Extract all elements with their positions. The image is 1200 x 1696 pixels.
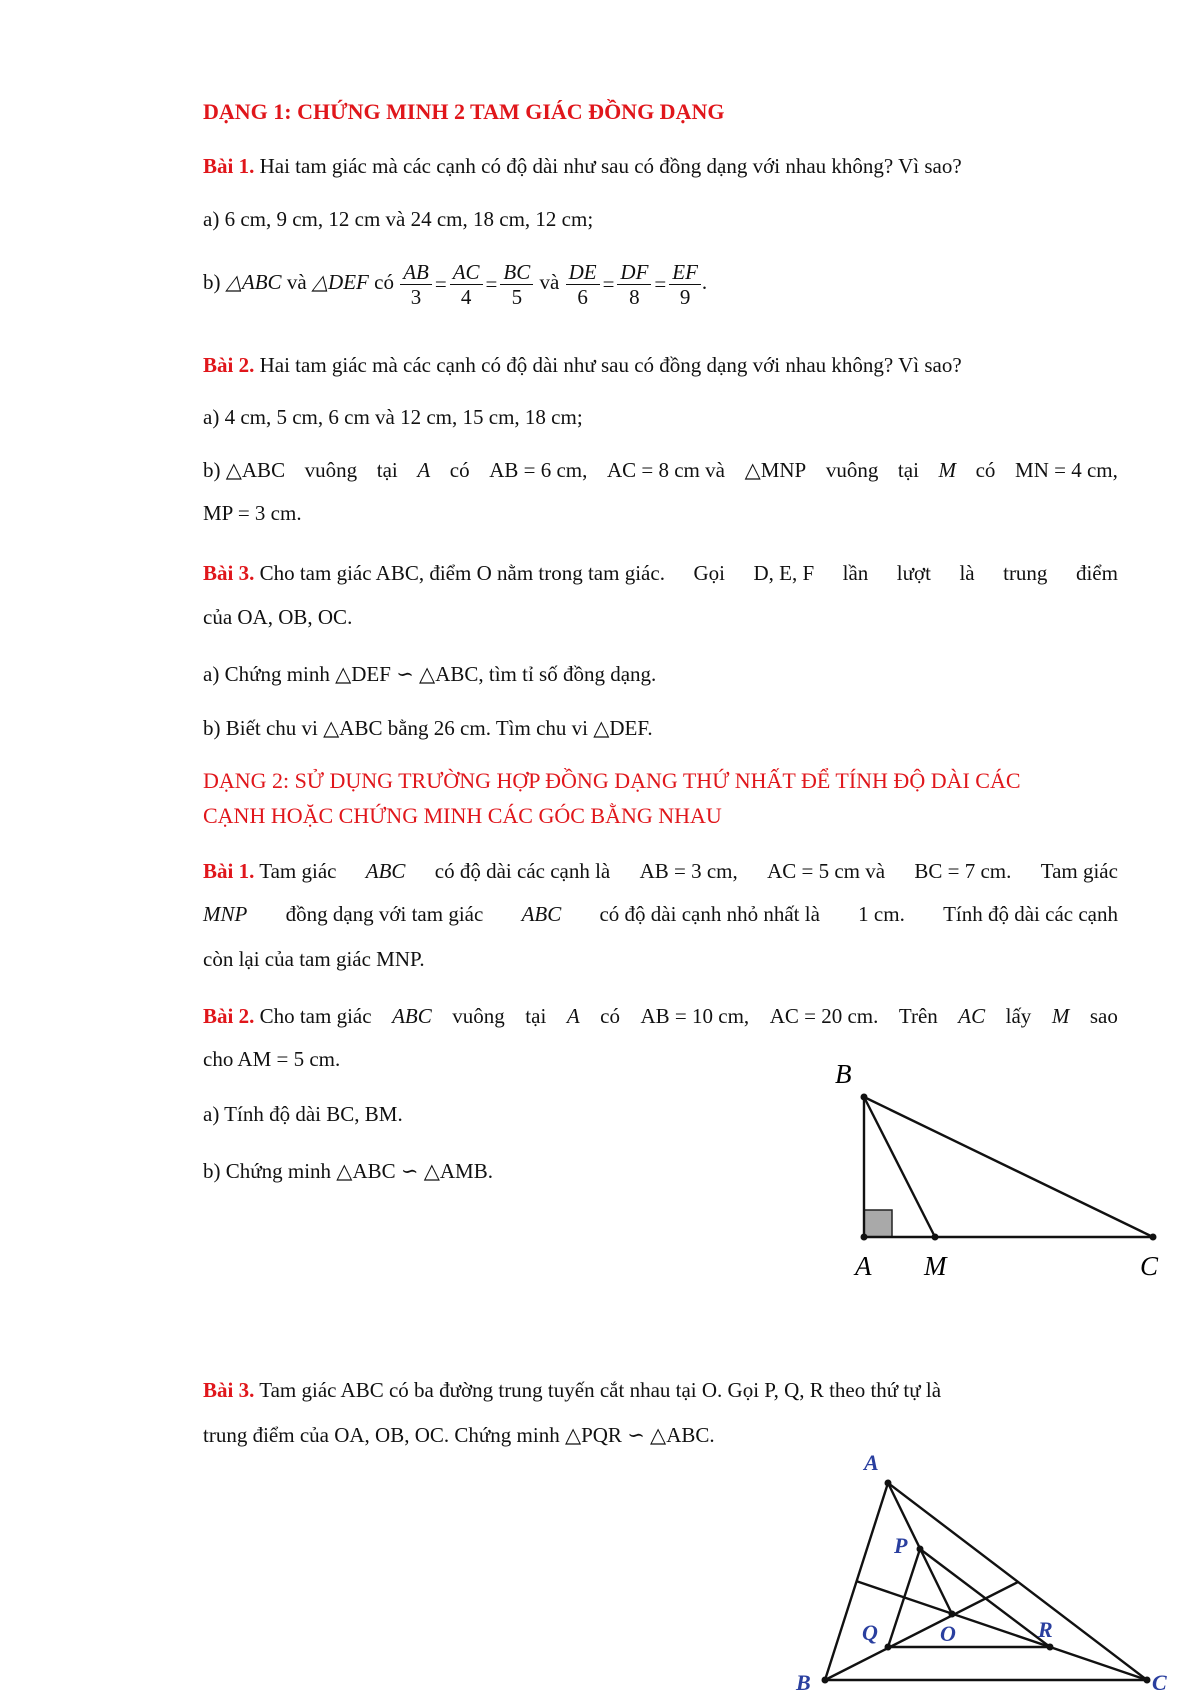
text-part: 1 cm. — [858, 902, 905, 926]
exercise-label: Bài 3. — [203, 1378, 255, 1402]
text-part: tại — [897, 458, 919, 482]
text-part: AB = 3 cm, — [639, 859, 738, 883]
label-p: P — [894, 1533, 908, 1558]
text-part: trung — [1003, 561, 1048, 585]
fraction: $\frac{AC}{4}$ — [450, 260, 483, 309]
exercise-label: Bài 2. — [203, 353, 255, 377]
label-a: A — [864, 1450, 879, 1475]
text-part: Trên — [898, 1004, 938, 1028]
text-part: AB = 10 cm, — [640, 1004, 750, 1028]
label-q: Q — [862, 1620, 878, 1645]
text-part: điểm — [1075, 561, 1118, 585]
text-part: có — [449, 458, 470, 482]
dang1-bai3-b: b) Biết chu vi △ABC bằng 26 cm. Tìm chu vi △DEF. — [203, 716, 653, 740]
text-part: có độ dài các cạnh là — [434, 859, 611, 883]
median-from-b — [825, 1582, 1018, 1680]
text-part: vuông — [452, 1004, 505, 1028]
text-part: AC = 5 cm và — [767, 859, 886, 883]
part-label: b) — [203, 270, 226, 294]
text-part: D, E, F — [753, 561, 815, 585]
math-part: A — [566, 1004, 580, 1028]
text-part: vuông — [304, 458, 358, 482]
point-q — [885, 1644, 892, 1651]
figure-right-triangle — [820, 1055, 1180, 1295]
dang1-bai2-a: a) 4 cm, 5 cm, 6 cm và 12 cm, 15 cm, 18 cm; — [203, 405, 583, 429]
text-part: b) △ABC — [203, 458, 286, 482]
point-r — [1047, 1644, 1054, 1651]
point-a — [885, 1480, 892, 1487]
text-co: có — [368, 270, 400, 294]
text-part: vuông — [825, 458, 879, 482]
text-part: lượt — [896, 561, 931, 585]
fraction: $\frac{BC}{5}$ — [500, 260, 533, 309]
math-triangle: △ABC — [225, 270, 282, 294]
math-part: ABC — [392, 1004, 432, 1028]
math-part: A — [417, 458, 431, 482]
text-part: Tam giác — [1040, 859, 1118, 883]
dang1-bai3-a: a) Chứng minh △DEF ∽ △ABC, tìm tỉ số đồng dạng. — [203, 662, 657, 686]
text-part — [203, 857, 336, 885]
text-part — [203, 559, 665, 587]
text-part: Cho tam giác ABC, điểm O nằm trong tam giác. — [259, 561, 665, 585]
median-from-c — [856, 1581, 1147, 1680]
math-triangle: △DEF — [311, 270, 369, 294]
text-part: lấy — [1005, 1004, 1032, 1028]
label-a: A — [855, 1251, 872, 1281]
math-part: ABC — [365, 859, 406, 883]
point-p — [917, 1546, 924, 1553]
exercise-label: Bài 1. — [203, 859, 255, 883]
dang2-bai2-b: b) Chứng minh △ABC ∽ △AMB. — [203, 1159, 493, 1183]
text-part: có độ dài cạnh nhỏ nhất là — [599, 902, 820, 926]
point-c — [1144, 1677, 1151, 1684]
segment-bc — [864, 1097, 1153, 1237]
dang2-bai2-a: a) Tính độ dài BC, BM. — [203, 1102, 403, 1126]
label-r: R — [1038, 1617, 1053, 1642]
exercise-label: Bài 1. — [203, 154, 255, 178]
fraction: $\frac{DE}{6}$ — [566, 260, 600, 309]
point-a — [861, 1234, 868, 1241]
segment-pq — [888, 1549, 920, 1647]
label-c: C — [1152, 1670, 1167, 1695]
text-part: AC = 20 cm. — [769, 1004, 879, 1028]
text-part: có — [600, 1004, 620, 1028]
math-part: ABC — [521, 902, 562, 926]
section-title-dang2-line2: CẠNH HOẶC CHỨNG MINH CÁC GÓC BẰNG NHAU — [203, 803, 722, 828]
section-title-dang2-line1: DẠNG 2: SỬ DỤNG TRƯỜNG HỢP ĐỒNG DẠNG THỨ NHẤT ĐỂ TÍNH ĐỘ DÀI CÁC — [203, 768, 1021, 793]
text-and: và — [281, 270, 312, 294]
section-title-dang1: DẠNG 1: CHỨNG MINH 2 TAM GIÁC ĐỒNG DẠNG — [203, 99, 725, 124]
text-part: Tam giác — [259, 859, 337, 883]
text-part: AC = 8 cm và — [606, 458, 725, 482]
dang1-bai1-b: b) △ABC và △DEF có $\frac{AB}{3}$ = $\frac{AC}{4}$ = $\frac{BC}{5}$ và $\frac{DE}{6}$ = $\frac{DF}{8}$ = $\frac{EF}{9}$ . — [203, 259, 708, 309]
exercise-label: Bài 2. — [203, 1004, 255, 1028]
dang2-bai1-line1 — [203, 857, 1118, 885]
fraction: $\frac{EF}{9}$ — [669, 260, 701, 309]
right-angle-mark — [864, 1210, 892, 1237]
fraction: $\frac{AB}{3}$ — [400, 260, 432, 309]
text-va: và — [539, 270, 565, 294]
text-part: đồng dạng với tam giác — [285, 902, 484, 926]
figure-medians-triangle — [780, 1440, 1180, 1696]
text-part — [203, 1002, 372, 1030]
text-part: Gọi — [693, 561, 725, 585]
text-part: AB = 6 cm, — [489, 458, 588, 482]
dang1-bai2-b-line1 — [203, 456, 1118, 484]
fraction: $\frac{DF}{8}$ — [617, 260, 651, 309]
math-part: AC — [958, 1004, 986, 1028]
point-o — [949, 1611, 956, 1618]
label-o: O — [940, 1621, 956, 1646]
math-part: M — [1051, 1004, 1070, 1028]
label-c: C — [1140, 1251, 1159, 1281]
label-b: B — [796, 1670, 811, 1695]
text-part: △MNP — [744, 458, 807, 482]
label-m: M — [924, 1251, 947, 1281]
dang1-bai3-line1 — [203, 559, 1118, 587]
dang1-bai2-question — [203, 351, 1118, 379]
math-part: M — [938, 458, 957, 482]
point-b — [861, 1094, 868, 1101]
dang1-bai3-line2: của OA, OB, OC. — [203, 605, 353, 629]
text-part: có — [975, 458, 996, 482]
point-b — [822, 1677, 829, 1684]
dang1-bai2-b-line2: MP = 3 cm. — [203, 501, 302, 525]
text-part: tại — [376, 458, 398, 482]
dang2-bai3-line1 — [203, 1376, 1118, 1404]
text-part: BC = 7 cm. — [914, 859, 1012, 883]
period: . — [701, 270, 708, 294]
text-part: Cho tam giác — [259, 1004, 372, 1028]
dang2-bai1-line3: còn lại của tam giác MNP. — [203, 947, 425, 971]
text-part: tại — [525, 1004, 547, 1028]
exercise-text: Hai tam giác mà các cạnh có độ dài như sau có đồng dạng với nhau không? Vì sao? — [254, 353, 962, 377]
dang2-bai2-line1 — [203, 1002, 1118, 1030]
dang1-bai1-a: a) 6 cm, 9 cm, 12 cm và 24 cm, 18 cm, 12 cm; — [203, 207, 594, 231]
exercise-text: Tam giác ABC có ba đường trung tuyến cắt nhau tại O. Gọi P, Q, R theo thứ tự là — [254, 1378, 942, 1402]
point-c — [1150, 1234, 1157, 1241]
text-part: MN = 4 cm, — [1015, 458, 1118, 482]
dang2-bai1-line2 — [203, 900, 1118, 928]
dang1-bai1-question — [203, 152, 1118, 180]
dang2-bai3-line2: trung điểm của OA, OB, OC. Chứng minh △PQR ∽ △ABC. — [203, 1423, 715, 1447]
text-part: là — [959, 561, 975, 585]
math-part: MNP — [203, 902, 248, 926]
text-part: Tính độ dài các cạnh — [943, 902, 1118, 926]
exercise-text: Hai tam giác mà các cạnh có độ dài như sau có đồng dạng với nhau không? Vì sao? — [254, 154, 962, 178]
text-part: lần — [842, 561, 869, 585]
exercise-label: Bài 3. — [203, 561, 255, 585]
label-b: B — [835, 1059, 852, 1089]
dang2-bai2-line2: cho AM = 5 cm. — [203, 1047, 341, 1071]
text-part: sao — [1089, 1004, 1118, 1028]
point-m — [932, 1234, 939, 1241]
